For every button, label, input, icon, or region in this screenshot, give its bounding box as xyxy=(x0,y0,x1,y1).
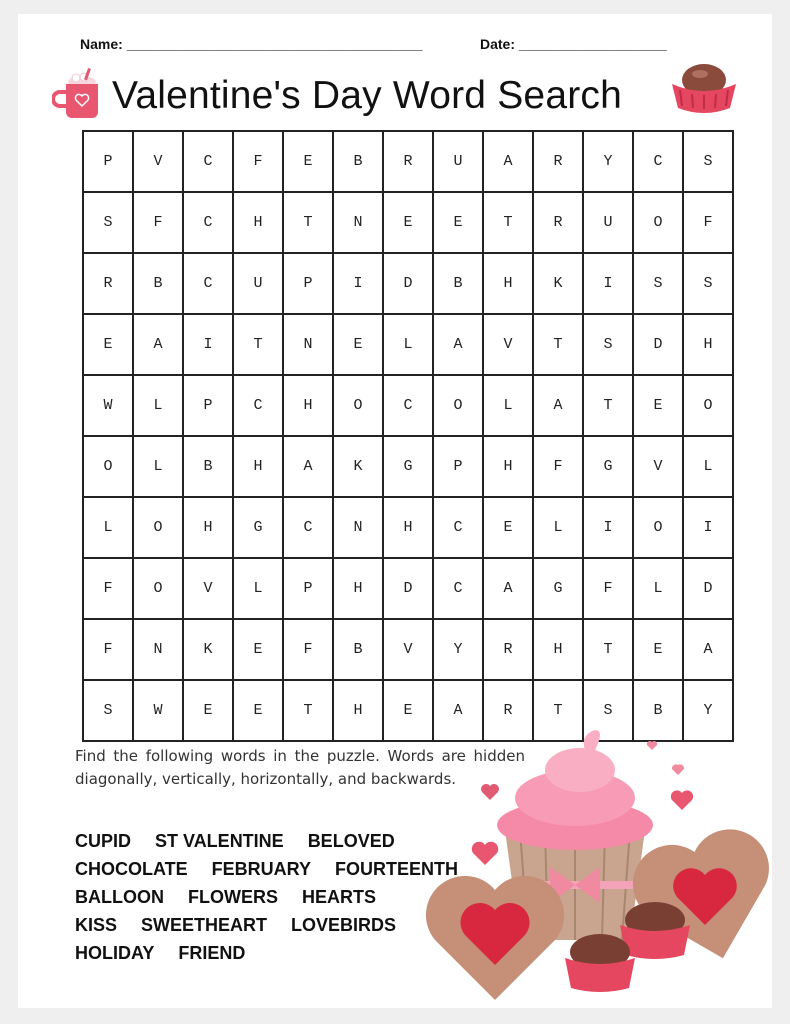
grid-cell[interactable]: P xyxy=(183,375,233,436)
grid-cell[interactable]: I xyxy=(583,497,633,558)
grid-cell[interactable]: C xyxy=(633,131,683,192)
word-item: FOURTEENTH xyxy=(335,859,459,879)
grid-cell[interactable]: H xyxy=(183,497,233,558)
grid-cell[interactable]: O xyxy=(333,375,383,436)
grid-cell[interactable]: B xyxy=(133,253,183,314)
grid-row xyxy=(83,314,733,375)
grid-cell[interactable]: T xyxy=(233,314,283,375)
grid-cell[interactable]: E xyxy=(283,131,333,192)
grid-cell[interactable]: E xyxy=(633,375,683,436)
grid-cell[interactable]: A xyxy=(483,558,533,619)
grid-cell[interactable]: A xyxy=(433,680,483,741)
grid-cell[interactable]: O xyxy=(133,497,183,558)
grid-row xyxy=(83,558,733,619)
grid-cell[interactable]: C xyxy=(383,375,433,436)
word-item: HEARTS xyxy=(302,887,377,907)
grid-cell[interactable]: D xyxy=(683,558,733,619)
grid-cell[interactable]: G xyxy=(583,436,633,497)
grid-cell[interactable]: F xyxy=(283,619,333,680)
grid-cell[interactable]: L xyxy=(483,375,533,436)
grid-cell[interactable]: F xyxy=(683,192,733,253)
grid-cell[interactable]: W xyxy=(83,375,133,436)
grid-cell[interactable]: O xyxy=(633,497,683,558)
grid-cell[interactable]: C xyxy=(183,192,233,253)
grid-cell[interactable]: E xyxy=(183,680,233,741)
grid-cell[interactable]: L xyxy=(133,375,183,436)
grid-cell[interactable]: E xyxy=(433,192,483,253)
grid-row xyxy=(83,436,733,497)
grid-cell[interactable]: D xyxy=(633,314,683,375)
grid-cell[interactable]: P xyxy=(283,558,333,619)
grid-cell[interactable]: I xyxy=(183,314,233,375)
grid-cell[interactable]: A xyxy=(283,436,333,497)
grid-cell[interactable]: T xyxy=(533,314,583,375)
grid-cell[interactable]: C xyxy=(233,375,283,436)
word-item: FEBRUARY xyxy=(211,859,312,879)
grid-cell[interactable]: N xyxy=(333,497,383,558)
date-line: ___________________ xyxy=(518,36,667,52)
grid-cell[interactable]: O xyxy=(683,375,733,436)
grid-cell[interactable]: V xyxy=(633,436,683,497)
grid-cell[interactable]: H xyxy=(333,558,383,619)
grid-cell[interactable]: K xyxy=(183,619,233,680)
grid-cell[interactable]: C xyxy=(433,497,483,558)
word-search-grid xyxy=(82,130,734,742)
grid-cell[interactable]: E xyxy=(383,680,433,741)
grid-cell[interactable]: S xyxy=(683,253,733,314)
grid-cell[interactable]: G xyxy=(383,436,433,497)
grid-cell[interactable]: R xyxy=(533,192,583,253)
grid-cell[interactable]: I xyxy=(583,253,633,314)
grid-cell[interactable]: E xyxy=(383,192,433,253)
word-item: KISS xyxy=(75,915,118,935)
grid-cell[interactable]: C xyxy=(433,558,483,619)
grid-cell[interactable]: F xyxy=(83,619,133,680)
word-item: LOVEBIRDS xyxy=(291,915,397,935)
grid-cell[interactable]: V xyxy=(133,131,183,192)
date-label: Date: xyxy=(480,36,516,52)
grid-cell[interactable]: H xyxy=(483,253,533,314)
grid-cell[interactable]: E xyxy=(233,680,283,741)
word-item: FRIEND xyxy=(178,943,246,963)
grid-cell[interactable]: L xyxy=(683,436,733,497)
grid-cell[interactable]: B xyxy=(333,619,383,680)
grid-cell[interactable]: S xyxy=(83,680,133,741)
grid-cell[interactable]: F xyxy=(233,131,283,192)
grid-cell[interactable]: B xyxy=(633,680,683,741)
grid-cell[interactable]: H xyxy=(233,436,283,497)
grid-cell[interactable]: V xyxy=(483,314,533,375)
grid-cell[interactable]: L xyxy=(533,497,583,558)
grid-cell[interactable]: L xyxy=(633,558,683,619)
grid-cell[interactable]: T xyxy=(583,375,633,436)
grid-cell[interactable]: B xyxy=(333,131,383,192)
grid-cell[interactable]: I xyxy=(333,253,383,314)
grid-cell[interactable]: E xyxy=(233,619,283,680)
name-line: ______________________________________ xyxy=(126,36,423,52)
grid-cell[interactable]: P xyxy=(83,131,133,192)
grid-cell[interactable]: U xyxy=(233,253,283,314)
grid-cell[interactable]: L xyxy=(83,497,133,558)
grid-cell[interactable]: S xyxy=(583,314,633,375)
word-item: CHOCOLATE xyxy=(75,859,188,879)
grid-cell[interactable]: S xyxy=(583,680,633,741)
grid-cell[interactable]: N xyxy=(133,619,183,680)
grid-cell[interactable]: G xyxy=(533,558,583,619)
grid-cell[interactable]: A xyxy=(483,131,533,192)
grid-cell[interactable]: R xyxy=(83,253,133,314)
grid-cell[interactable]: D xyxy=(383,253,433,314)
grid-cell[interactable]: W xyxy=(133,680,183,741)
grid-cell[interactable]: H xyxy=(283,375,333,436)
grid-cell[interactable]: P xyxy=(433,436,483,497)
word-item: BELOVED xyxy=(307,831,395,851)
grid-cell[interactable]: F xyxy=(533,436,583,497)
grid-cell[interactable]: Y xyxy=(683,680,733,741)
grid-cell[interactable]: B xyxy=(183,436,233,497)
grid-cell[interactable]: O xyxy=(433,375,483,436)
cocoa-mug-icon xyxy=(52,68,108,124)
grid-cell[interactable]: T xyxy=(283,680,333,741)
grid-cell[interactable]: F xyxy=(583,558,633,619)
grid-cell[interactable]: H xyxy=(483,436,533,497)
grid-cell[interactable]: T xyxy=(283,192,333,253)
grid-cell[interactable]: A xyxy=(133,314,183,375)
grid-cell[interactable]: V xyxy=(183,558,233,619)
word-item: CUPID xyxy=(75,831,132,851)
grid-cell[interactable]: O xyxy=(133,558,183,619)
grid-cell[interactable]: C xyxy=(283,497,333,558)
grid-cell[interactable]: R xyxy=(533,131,583,192)
grid-cell[interactable]: B xyxy=(433,253,483,314)
grid-row xyxy=(83,497,733,558)
grid-cell[interactable]: P xyxy=(283,253,333,314)
chocolate-truffle-icon xyxy=(668,58,740,116)
grid-cell[interactable]: E xyxy=(483,497,533,558)
grid-row xyxy=(83,619,733,680)
grid-cell[interactable]: Y xyxy=(583,131,633,192)
grid-cell[interactable]: T xyxy=(533,680,583,741)
grid-cell[interactable]: F xyxy=(133,192,183,253)
valentine-treats-illustration xyxy=(420,730,775,1005)
grid-cell[interactable]: L xyxy=(383,314,433,375)
name-label: Name: xyxy=(80,36,123,52)
word-item: ST VALENTINE xyxy=(155,831,284,851)
grid-row xyxy=(83,131,733,192)
grid-cell[interactable]: U xyxy=(583,192,633,253)
date-field xyxy=(480,36,667,52)
grid-cell[interactable]: H xyxy=(533,619,583,680)
grid-cell[interactable]: H xyxy=(233,192,283,253)
grid-cell[interactable]: I xyxy=(683,497,733,558)
grid-cell[interactable]: Y xyxy=(433,619,483,680)
grid-cell[interactable]: L xyxy=(233,558,283,619)
grid-cell[interactable]: S xyxy=(683,131,733,192)
grid-cell[interactable]: A xyxy=(683,619,733,680)
grid-cell[interactable]: K xyxy=(333,436,383,497)
grid-cell[interactable]: K xyxy=(533,253,583,314)
grid-cell[interactable]: R xyxy=(383,131,433,192)
grid-cell[interactable]: O xyxy=(83,436,133,497)
grid-cell[interactable]: C xyxy=(183,253,233,314)
grid-cell[interactable]: G xyxy=(233,497,283,558)
grid-cell[interactable]: H xyxy=(333,680,383,741)
grid-cell[interactable]: R xyxy=(483,680,533,741)
grid-cell[interactable]: H xyxy=(683,314,733,375)
grid-cell[interactable]: A xyxy=(533,375,583,436)
grid-cell[interactable]: D xyxy=(383,558,433,619)
grid-row xyxy=(83,192,733,253)
grid-cell[interactable]: E xyxy=(83,314,133,375)
grid-cell[interactable]: T xyxy=(583,619,633,680)
grid-cell[interactable]: N xyxy=(283,314,333,375)
instructions: Find the following words in the puzzle. Words are hidden diagonally, vertically, horizontally, and backwards. xyxy=(75,747,525,788)
grid-cell[interactable]: L xyxy=(133,436,183,497)
word-item: FLOWERS xyxy=(188,887,278,907)
grid-cell[interactable]: H xyxy=(383,497,433,558)
grid-cell[interactable]: N xyxy=(333,192,383,253)
word-item: BALLOON xyxy=(75,887,164,907)
heart-cookie-left xyxy=(426,876,564,1000)
grid-row xyxy=(83,253,733,314)
grid-cell[interactable]: S xyxy=(83,192,133,253)
grid-cell[interactable]: T xyxy=(483,192,533,253)
grid-cell[interactable]: E xyxy=(633,619,683,680)
word-item: SWEETHEART xyxy=(141,915,268,935)
name-field xyxy=(80,36,423,52)
grid-cell[interactable]: O xyxy=(633,192,683,253)
grid-cell[interactable]: C xyxy=(183,131,233,192)
grid-cell[interactable]: F xyxy=(83,558,133,619)
grid-cell[interactable]: V xyxy=(383,619,433,680)
grid-cell[interactable]: R xyxy=(483,619,533,680)
grid-cell[interactable]: S xyxy=(633,253,683,314)
word-item: HOLIDAY xyxy=(75,943,155,963)
grid-row xyxy=(83,375,733,436)
page-title: Valentine's Day Word Search xyxy=(112,74,622,117)
grid-cell[interactable]: A xyxy=(433,314,483,375)
grid-cell[interactable]: E xyxy=(333,314,383,375)
grid-cell[interactable]: U xyxy=(433,131,483,192)
